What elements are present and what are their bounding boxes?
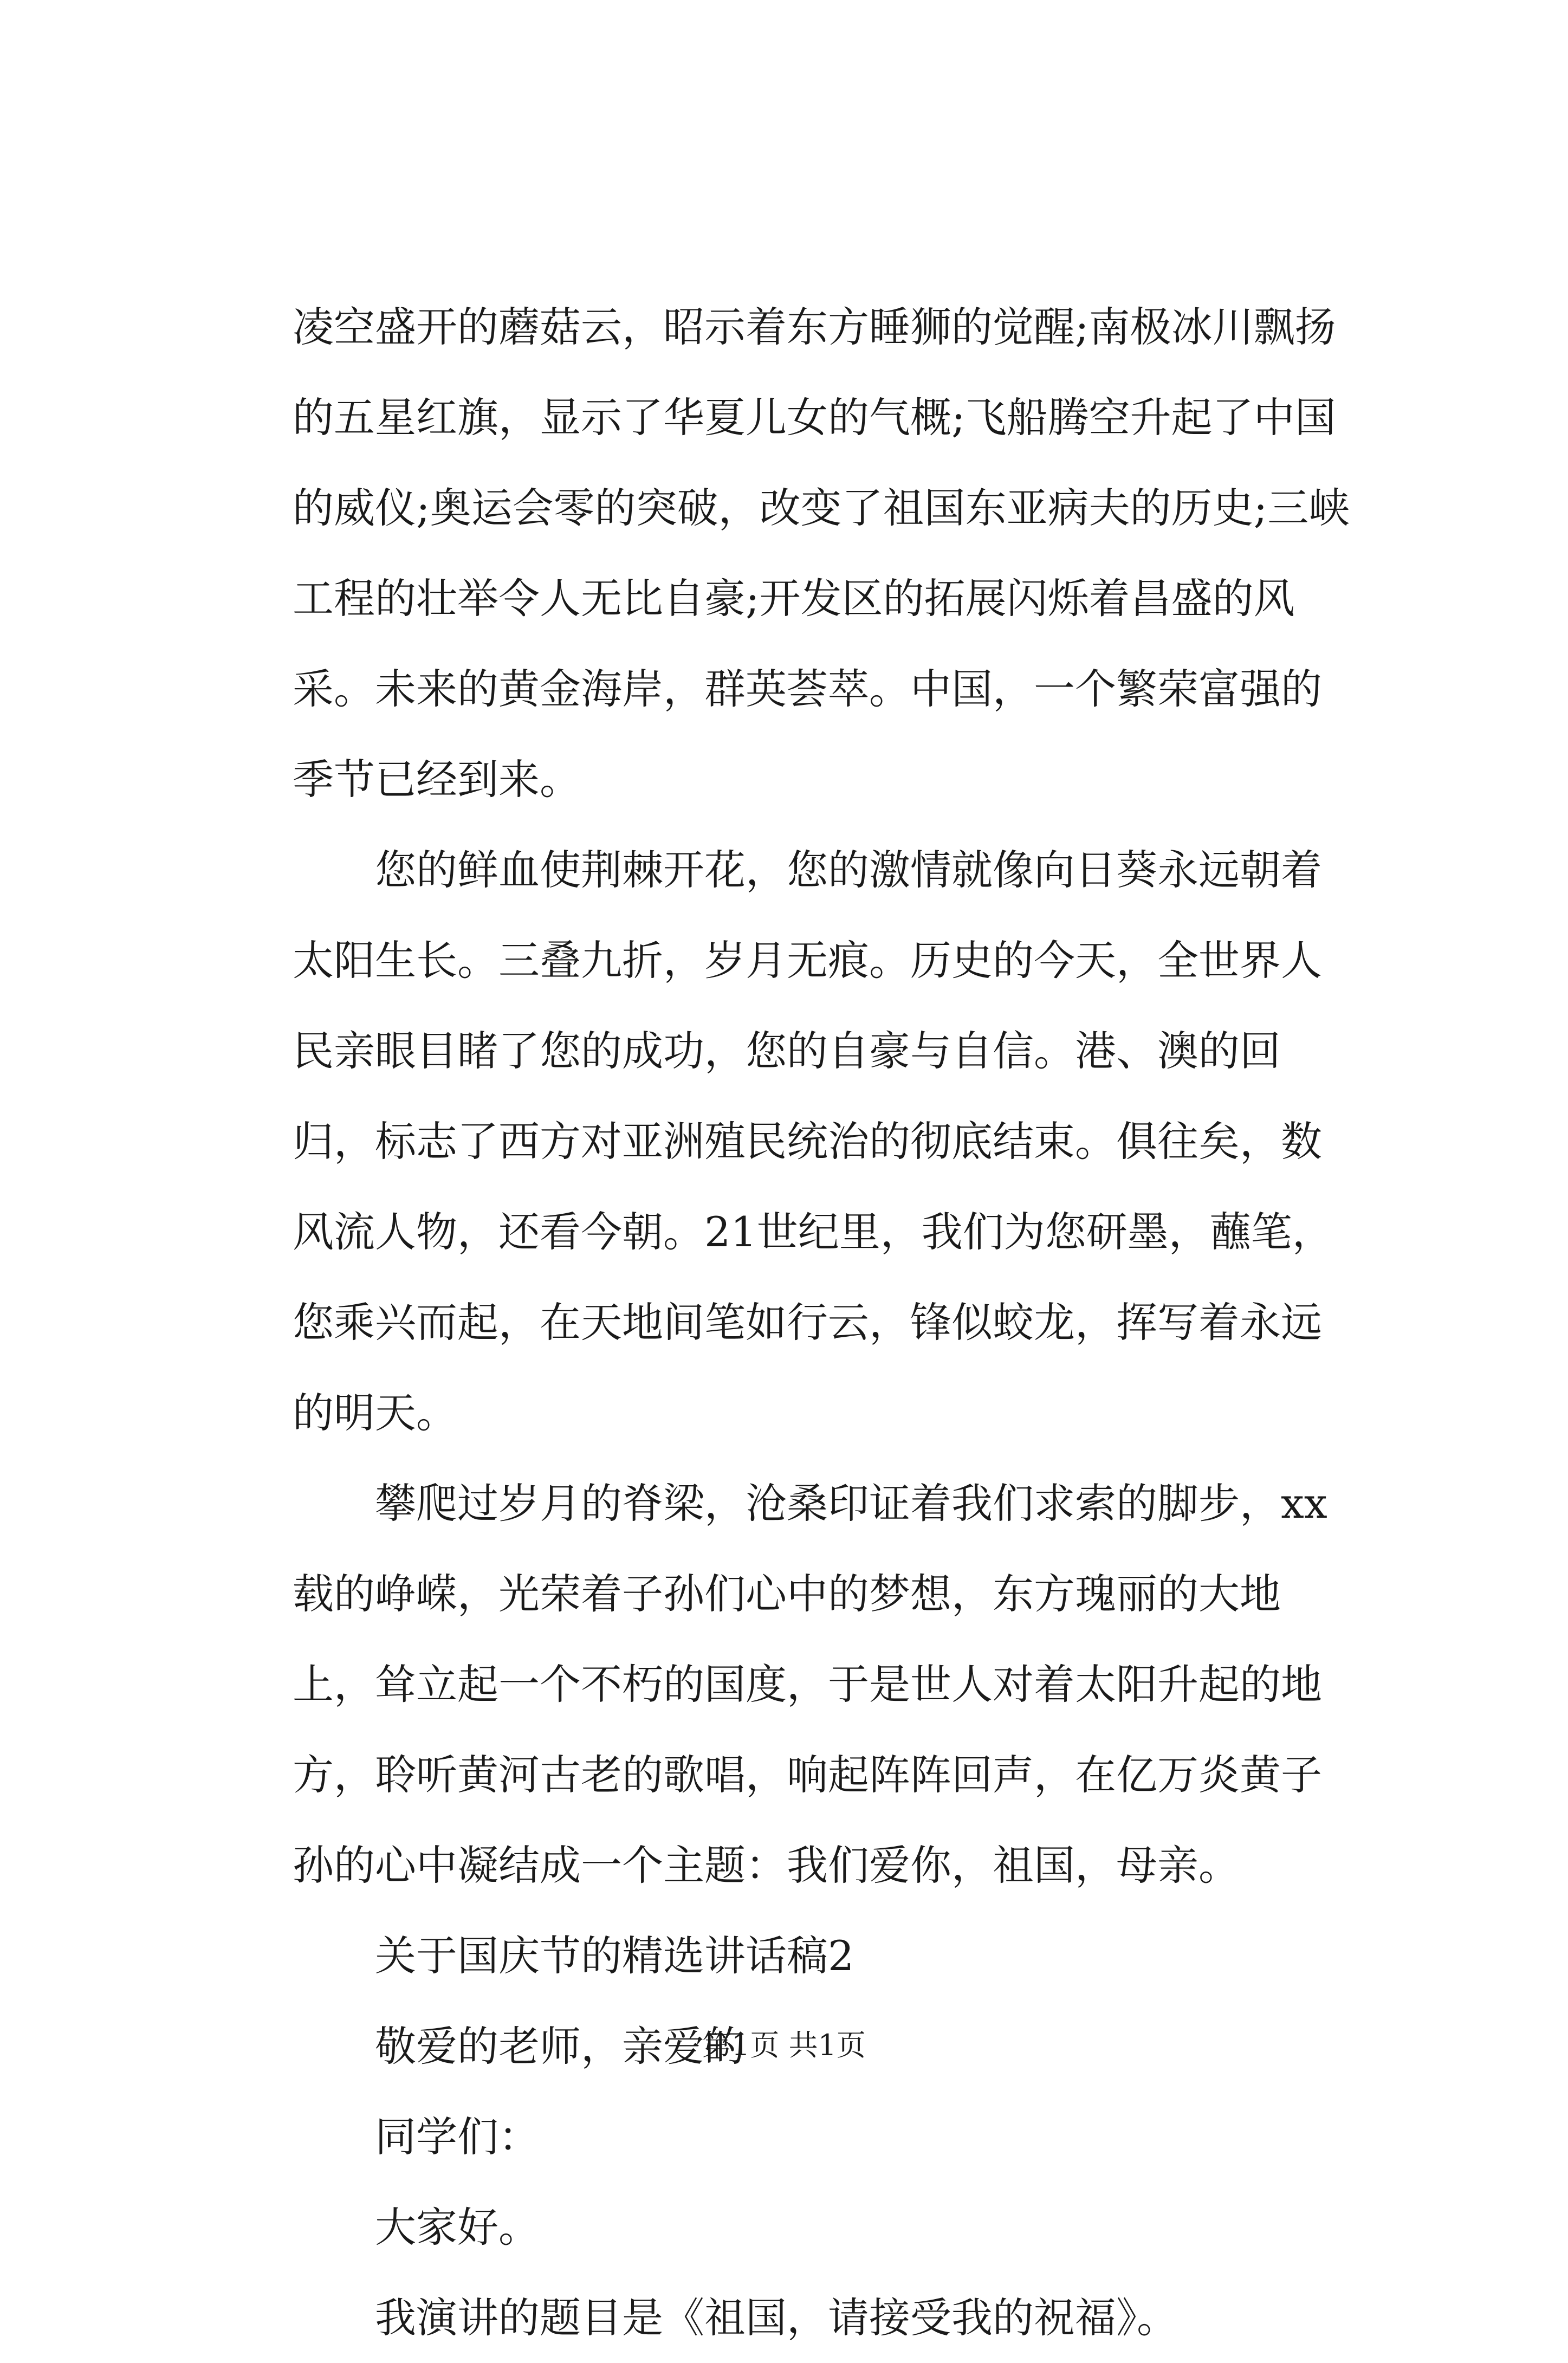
paragraph: 攀爬过岁月的脊梁，沧桑印证着我们求索的脚步，xx载的峥嵘，光荣着子孙们心中的梦想，东方瑰丽的大地上，耸立起一个不朽的国度，于是世人对着太阳升起的地方，聆听黄河古老的歌唱，响起阵阵回声，在亿万炎黄子孙的心中凝结成一个主题：我们爱你，祖国，母亲。 [293,1479,1327,1889]
topic-line: 我演讲的题目是《祖国，请接受我的祝福》。 [375,2294,1178,2342]
salutation-line: 敬爱的老师，亲爱的 [375,2022,746,2070]
page-footer [0,2027,1568,2064]
salutation-line: 同学们： [375,2113,540,2161]
page-number: 第1页 共1页 [702,2028,866,2062]
paragraph: 您的鲜血使荆棘开花，您的激情就像向日葵永远朝着太阳生长。三叠九折，岁月无痕。历史的今天，全世界人民亲眼目睹了您的成功，您的自豪与自信。港、澳的回归，标志了西方对亚洲殖民统治的彻底结束。俱往矣，数风流人物，还看今朝。21世纪里，我们为您研墨，蘸笔，您乘兴而起，在天地间笔如行云，锋似蛟龙，挥写着永远的明天。 [293,846,1333,1437]
greeting-line: 大家好。 [375,2203,540,2251]
speech-title: 关于国庆节的精选讲话稿2 [375,1932,854,1980]
paragraph-continuation: 凌空盛开的蘑菇云，昭示着东方睡狮的觉醒;南极冰川飘扬的五星红旗，显示了华夏儿女的气概;飞船腾空升起了中国的威仪;奥运会零的突破，改变了祖国东亚病夫的历史;三峡工程的壮举令人无比自豪;开发区的拓展闪烁着昌盛的风采。未来的黄金海岸，群英荟萃。中国，一个繁荣富强的季节已经到来。 [293,303,1350,804]
